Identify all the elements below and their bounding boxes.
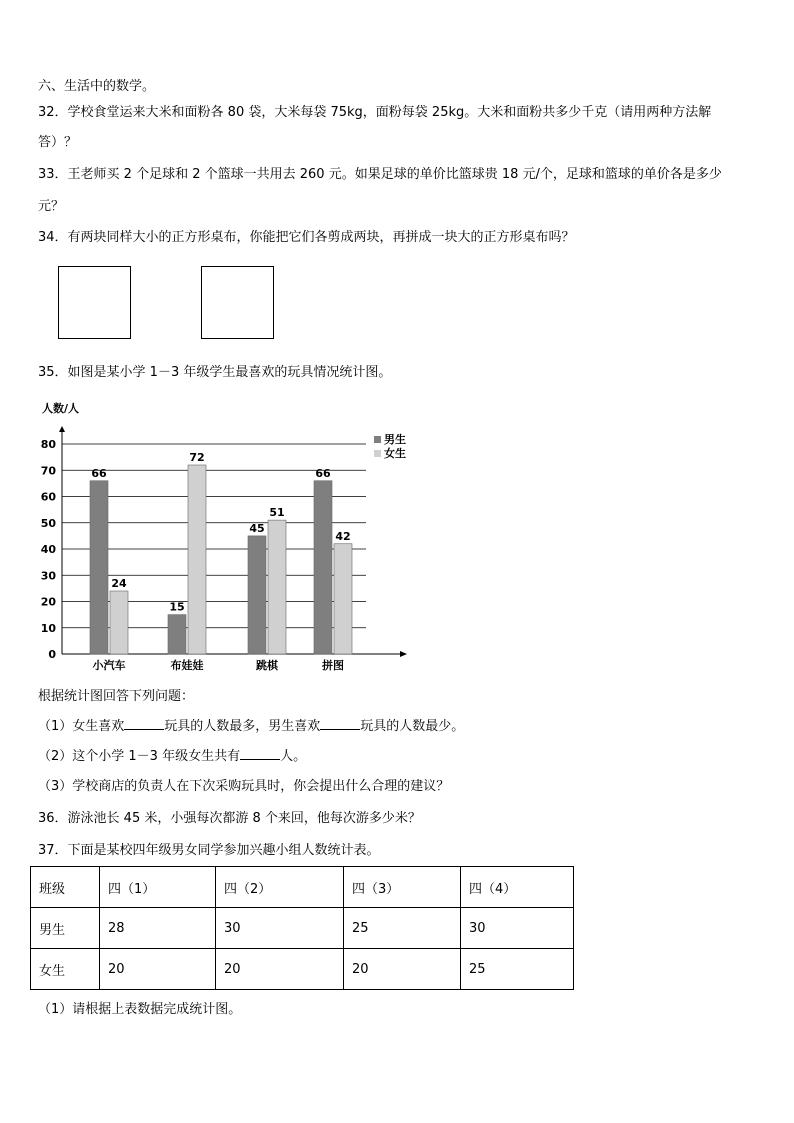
- legend-label: 女生: [384, 447, 406, 460]
- q33-line1: 33．王老师买 2 个足球和 2 个篮球一共用去 260 元。如果足球的单价比篮球贵 18 元/个，足球和篮球的单价各是多少: [38, 167, 722, 182]
- bar-boys: [314, 481, 332, 654]
- y-tick-label: 40: [40, 543, 56, 556]
- q33-line2: 元？: [38, 199, 65, 214]
- data-label: 72: [189, 451, 205, 464]
- data-label: 15: [169, 600, 185, 614]
- table-cell: 28: [100, 908, 216, 949]
- q37-sub1: （1）请根据上表数据完成统计图。: [38, 1002, 242, 1017]
- y-tick-label: 30: [40, 569, 56, 583]
- table-cell: 20: [344, 949, 461, 990]
- bar-girls: [334, 544, 352, 654]
- section-title: 六、生活中的数学。: [38, 79, 156, 94]
- legend-swatch: [374, 450, 381, 457]
- y-axis-label: 人数/人: [42, 402, 80, 415]
- table-header-cell: 四（3）: [344, 867, 461, 908]
- x-tick-label: 布娃娃: [170, 659, 204, 672]
- data-label: 45: [249, 521, 265, 535]
- q32-line2: 答）？: [38, 135, 78, 150]
- table-cell: 20: [100, 949, 216, 990]
- table-header-cell: 四（1）: [100, 867, 216, 908]
- table-cell: 男生: [31, 908, 100, 949]
- q35-sub3: （3）学校商店的负责人在下次采购玩具时，你会提出什么合理的建议？: [38, 779, 450, 794]
- data-label: 66: [91, 466, 107, 480]
- bar-boys: [168, 615, 186, 654]
- table-cell: 女生: [31, 949, 100, 990]
- bar-boys: [90, 481, 108, 654]
- q35-sub1-part-b: 玩具的人数最多，男生喜欢: [164, 719, 321, 734]
- data-label: 66: [315, 466, 331, 480]
- y-tick-label: 60: [40, 490, 56, 504]
- table-cell: 25: [344, 908, 461, 949]
- bar-girls: [188, 465, 206, 654]
- x-tick-label: 拼图: [322, 659, 344, 672]
- legend-label: 男生: [384, 433, 406, 446]
- q35-sub1: [38, 718, 464, 736]
- square-tablecloth-2: [201, 266, 274, 339]
- x-tick-label: 跳棋: [256, 659, 278, 672]
- table-cell: 20: [216, 949, 344, 990]
- table-header-row: [31, 867, 574, 908]
- y-tick-label: 0: [48, 648, 56, 661]
- interest-group-table: [30, 866, 574, 990]
- y-tick-label: 50: [40, 516, 56, 530]
- q35-sub1-part-c: 玩具的人数最少。: [360, 719, 465, 734]
- y-tick-label: 20: [40, 595, 56, 609]
- data-label: 24: [111, 577, 127, 590]
- toy-preference-bar-chart: [30, 392, 420, 672]
- q34-text: 34．有两块同样大小的正方形桌布，你能把它们各剪成两块，再拼成一块大的正方形桌布吗？: [38, 230, 575, 245]
- answer-blank-2[interactable]: [320, 729, 360, 730]
- table-row: [31, 949, 574, 990]
- q35-sub2: [38, 748, 306, 766]
- bar-girls: [110, 591, 128, 654]
- data-label: 51: [269, 506, 285, 520]
- y-tick-label: 70: [40, 464, 56, 478]
- table-header-cell: 四（2）: [216, 867, 344, 908]
- square-tablecloth-1: [58, 266, 131, 339]
- q36-text: 36．游泳池长 45 米，小强每次都游 8 个来回，他每次游多少米？: [38, 811, 421, 826]
- y-tick-label: 10: [40, 621, 56, 635]
- data-label: 42: [335, 529, 351, 543]
- table-row: [31, 908, 574, 949]
- bar-girls: [268, 520, 286, 654]
- table-cell: 30: [216, 908, 344, 949]
- answer-blank-3[interactable]: [240, 759, 280, 760]
- answer-blank-1[interactable]: [124, 729, 164, 730]
- q35-sub1-part-a: （1）女生喜欢: [38, 719, 125, 734]
- table-cell: 30: [461, 908, 574, 949]
- y-tick-label: 80: [40, 438, 56, 451]
- bar-boys: [248, 536, 266, 654]
- q35-sub2-part-a: （2）这个小学 1－3 年级女生共有: [38, 749, 241, 764]
- y-axis-arrow: [59, 426, 65, 432]
- x-tick-label: 小汽车: [92, 659, 126, 672]
- table-cell: 25: [461, 949, 574, 990]
- q35-sub2-part-b: 人。: [280, 749, 307, 764]
- legend-swatch: [374, 436, 381, 443]
- x-axis-arrow: [400, 651, 407, 657]
- q35-intro: 35．如图是某小学 1－3 年级学生最喜欢的玩具情况统计图。: [38, 365, 392, 380]
- q32-line1: 32．学校食堂运来大米和面粉各 80 袋，大米每袋 75kg，面粉每袋 25kg。大米和面粉共多少千克（请用两种方法解: [38, 105, 712, 120]
- q35-prompt: 根据统计图回答下列问题：: [38, 689, 195, 704]
- table-header-cell: 班级: [31, 867, 100, 908]
- q37-intro: 37．下面是某校四年级男女同学参加兴趣小组人数统计表。: [38, 843, 380, 858]
- table-header-cell: 四（4）: [461, 867, 574, 908]
